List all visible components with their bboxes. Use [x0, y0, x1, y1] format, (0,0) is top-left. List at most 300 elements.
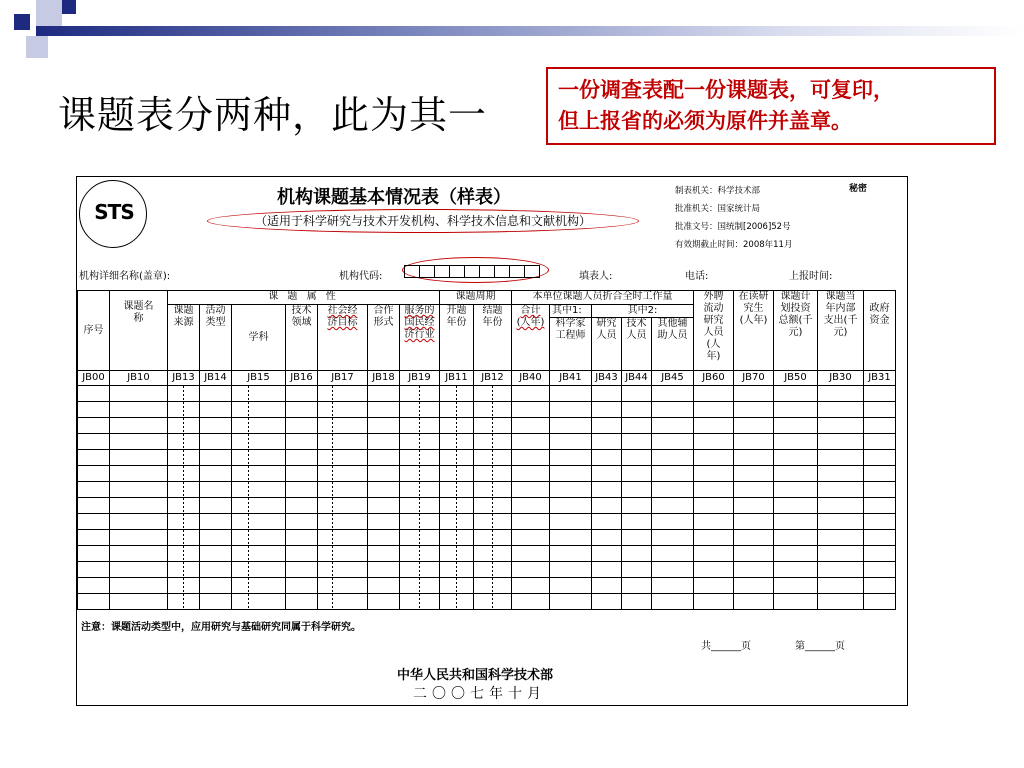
- table-cell[interactable]: [286, 562, 318, 578]
- table-cell[interactable]: [110, 482, 168, 498]
- table-cell[interactable]: [318, 450, 368, 466]
- table-cell[interactable]: [232, 530, 286, 546]
- table-cell[interactable]: [440, 546, 474, 562]
- table-cell[interactable]: [622, 418, 652, 434]
- table-cell[interactable]: [232, 546, 286, 562]
- table-cell[interactable]: [734, 482, 774, 498]
- table-cell[interactable]: [818, 546, 864, 562]
- table-cell[interactable]: [734, 466, 774, 482]
- table-cell[interactable]: [652, 418, 694, 434]
- table-cell[interactable]: [368, 594, 400, 610]
- table-cell[interactable]: [550, 514, 592, 530]
- table-cell[interactable]: [232, 402, 286, 418]
- table-cell[interactable]: [550, 530, 592, 546]
- table-cell[interactable]: [474, 434, 512, 450]
- table-cell[interactable]: [168, 498, 200, 514]
- table-cell[interactable]: [864, 402, 896, 418]
- table-cell[interactable]: [622, 514, 652, 530]
- table-cell[interactable]: [774, 450, 818, 466]
- table-cell[interactable]: [774, 514, 818, 530]
- table-cell[interactable]: [694, 466, 734, 482]
- table-cell[interactable]: [440, 466, 474, 482]
- table-cell[interactable]: [512, 450, 550, 466]
- table-cell[interactable]: [318, 546, 368, 562]
- table-cell[interactable]: [286, 434, 318, 450]
- table-cell[interactable]: [592, 450, 622, 466]
- table-cell[interactable]: [652, 466, 694, 482]
- table-cell[interactable]: [440, 418, 474, 434]
- table-cell[interactable]: [592, 594, 622, 610]
- table-cell[interactable]: [368, 546, 400, 562]
- table-cell[interactable]: [550, 386, 592, 402]
- table-cell[interactable]: [734, 498, 774, 514]
- table-cell[interactable]: [286, 466, 318, 482]
- table-cell[interactable]: [622, 466, 652, 482]
- table-cell[interactable]: [592, 434, 622, 450]
- table-cell[interactable]: [864, 498, 896, 514]
- table-cell[interactable]: [694, 546, 734, 562]
- table-cell[interactable]: [512, 482, 550, 498]
- table-cell[interactable]: [774, 482, 818, 498]
- table-cell[interactable]: [550, 562, 592, 578]
- table-cell[interactable]: [474, 402, 512, 418]
- table-cell[interactable]: [512, 498, 550, 514]
- table-cell[interactable]: [318, 386, 368, 402]
- table-cell[interactable]: [232, 418, 286, 434]
- table-cell[interactable]: [78, 594, 110, 610]
- table-cell[interactable]: [774, 418, 818, 434]
- table-cell[interactable]: [110, 498, 168, 514]
- table-cell[interactable]: [734, 418, 774, 434]
- table-cell[interactable]: [400, 578, 440, 594]
- table-cell[interactable]: [368, 562, 400, 578]
- table-cell[interactable]: [200, 498, 232, 514]
- table-cell[interactable]: [318, 498, 368, 514]
- table-cell[interactable]: [818, 482, 864, 498]
- table-cell[interactable]: [168, 562, 200, 578]
- table-cell[interactable]: [474, 514, 512, 530]
- table-cell[interactable]: [512, 434, 550, 450]
- table-cell[interactable]: [864, 386, 896, 402]
- table-cell[interactable]: [78, 434, 110, 450]
- table-cell[interactable]: [200, 418, 232, 434]
- table-cell[interactable]: [694, 530, 734, 546]
- table-cell[interactable]: [652, 546, 694, 562]
- table-cell[interactable]: [774, 562, 818, 578]
- table-cell[interactable]: [512, 578, 550, 594]
- table-cell[interactable]: [200, 450, 232, 466]
- table-cell[interactable]: [318, 594, 368, 610]
- table-cell[interactable]: [286, 498, 318, 514]
- table-cell[interactable]: [734, 514, 774, 530]
- table-cell[interactable]: [318, 530, 368, 546]
- table-cell[interactable]: [110, 386, 168, 402]
- table-cell[interactable]: [550, 466, 592, 482]
- table-cell[interactable]: [232, 434, 286, 450]
- table-cell[interactable]: [78, 482, 110, 498]
- table-cell[interactable]: [400, 530, 440, 546]
- table-cell[interactable]: [368, 482, 400, 498]
- table-cell[interactable]: [78, 514, 110, 530]
- table-cell[interactable]: [734, 386, 774, 402]
- table-cell[interactable]: [168, 434, 200, 450]
- table-cell[interactable]: [818, 418, 864, 434]
- table-cell[interactable]: [200, 546, 232, 562]
- table-cell[interactable]: [440, 402, 474, 418]
- table-cell[interactable]: [168, 386, 200, 402]
- table-cell[interactable]: [592, 498, 622, 514]
- table-cell[interactable]: [368, 450, 400, 466]
- table-cell[interactable]: [694, 434, 734, 450]
- table-cell[interactable]: [286, 386, 318, 402]
- table-cell[interactable]: [512, 466, 550, 482]
- table-cell[interactable]: [440, 498, 474, 514]
- table-cell[interactable]: [440, 594, 474, 610]
- table-cell[interactable]: [200, 562, 232, 578]
- table-cell[interactable]: [232, 466, 286, 482]
- table-cell[interactable]: [774, 578, 818, 594]
- table-cell[interactable]: [512, 562, 550, 578]
- table-cell[interactable]: [622, 386, 652, 402]
- table-cell[interactable]: [78, 402, 110, 418]
- table-cell[interactable]: [368, 418, 400, 434]
- table-cell[interactable]: [864, 482, 896, 498]
- table-cell[interactable]: [168, 530, 200, 546]
- table-cell[interactable]: [168, 402, 200, 418]
- table-cell[interactable]: [110, 402, 168, 418]
- table-cell[interactable]: [818, 466, 864, 482]
- table-cell[interactable]: [368, 402, 400, 418]
- table-cell[interactable]: [864, 530, 896, 546]
- table-cell[interactable]: [286, 482, 318, 498]
- header-total: 合计(人年): [512, 305, 550, 371]
- table-cell[interactable]: [474, 450, 512, 466]
- table-cell[interactable]: [168, 466, 200, 482]
- table-cell[interactable]: [694, 418, 734, 434]
- table-cell[interactable]: [818, 530, 864, 546]
- table-cell[interactable]: [622, 402, 652, 418]
- table-cell[interactable]: [512, 386, 550, 402]
- table-cell[interactable]: [474, 418, 512, 434]
- table-cell[interactable]: [592, 514, 622, 530]
- table-cell[interactable]: [400, 418, 440, 434]
- table-cell[interactable]: [734, 546, 774, 562]
- table-cell[interactable]: [78, 530, 110, 546]
- table-cell[interactable]: [864, 466, 896, 482]
- table-cell[interactable]: [440, 578, 474, 594]
- table-cell[interactable]: [110, 418, 168, 434]
- table-cell[interactable]: [694, 450, 734, 466]
- table-cell[interactable]: [818, 594, 864, 610]
- table-cell[interactable]: [694, 482, 734, 498]
- table-cell[interactable]: [318, 562, 368, 578]
- table-cell[interactable]: [200, 466, 232, 482]
- table-cell[interactable]: [864, 546, 896, 562]
- table-cell[interactable]: [110, 466, 168, 482]
- table-cell[interactable]: [592, 562, 622, 578]
- table-cell[interactable]: [622, 498, 652, 514]
- table-cell[interactable]: [512, 530, 550, 546]
- table-cell[interactable]: [368, 434, 400, 450]
- table-cell[interactable]: [734, 434, 774, 450]
- table-cell[interactable]: [318, 482, 368, 498]
- table-cell[interactable]: [694, 402, 734, 418]
- table-cell[interactable]: [78, 386, 110, 402]
- table-cell[interactable]: [286, 450, 318, 466]
- table-cell[interactable]: [622, 530, 652, 546]
- table-cell[interactable]: [400, 402, 440, 418]
- table-cell[interactable]: [168, 594, 200, 610]
- table-cell[interactable]: [734, 578, 774, 594]
- table-cell[interactable]: [550, 402, 592, 418]
- table-cell[interactable]: [734, 530, 774, 546]
- table-cell[interactable]: [652, 386, 694, 402]
- table-cell[interactable]: [474, 482, 512, 498]
- table-cell[interactable]: [368, 386, 400, 402]
- table-cell[interactable]: [168, 482, 200, 498]
- table-cell[interactable]: [694, 514, 734, 530]
- table-cell[interactable]: [864, 578, 896, 594]
- table-cell[interactable]: [550, 578, 592, 594]
- table-cell[interactable]: [652, 594, 694, 610]
- table-cell[interactable]: [512, 514, 550, 530]
- table-cell[interactable]: [368, 578, 400, 594]
- table-cell[interactable]: [694, 578, 734, 594]
- table-cell[interactable]: [864, 434, 896, 450]
- table-cell[interactable]: [652, 434, 694, 450]
- table-cell[interactable]: [232, 562, 286, 578]
- table-cell[interactable]: [110, 530, 168, 546]
- header-socio-target: 社会经济目标: [318, 305, 368, 371]
- table-cell[interactable]: [864, 562, 896, 578]
- table-cell[interactable]: [200, 578, 232, 594]
- table-cell[interactable]: [694, 498, 734, 514]
- table-cell[interactable]: [622, 562, 652, 578]
- table-cell[interactable]: [622, 578, 652, 594]
- table-cell[interactable]: [734, 450, 774, 466]
- table-cell[interactable]: [232, 594, 286, 610]
- table-cell[interactable]: [592, 402, 622, 418]
- table-cell[interactable]: [368, 466, 400, 482]
- table-cell[interactable]: [592, 466, 622, 482]
- table-cell[interactable]: [512, 418, 550, 434]
- table-cell[interactable]: [592, 386, 622, 402]
- table-cell[interactable]: [318, 578, 368, 594]
- table-cell[interactable]: [368, 514, 400, 530]
- table-cell[interactable]: [440, 434, 474, 450]
- table-cell[interactable]: [550, 482, 592, 498]
- table-cell[interactable]: [818, 386, 864, 402]
- table-cell[interactable]: [652, 530, 694, 546]
- table-cell[interactable]: [200, 530, 232, 546]
- table-cell[interactable]: [400, 562, 440, 578]
- table-cell[interactable]: [286, 514, 318, 530]
- table-cell[interactable]: [550, 546, 592, 562]
- table-cell[interactable]: [774, 498, 818, 514]
- table-cell[interactable]: [592, 578, 622, 594]
- table-cell[interactable]: [400, 514, 440, 530]
- table-cell[interactable]: [110, 578, 168, 594]
- table-cell[interactable]: [652, 482, 694, 498]
- table-cell[interactable]: [110, 546, 168, 562]
- table-cell[interactable]: [400, 466, 440, 482]
- table-cell[interactable]: [400, 594, 440, 610]
- table-cell[interactable]: [286, 418, 318, 434]
- table-cell[interactable]: [774, 402, 818, 418]
- table-cell[interactable]: [200, 594, 232, 610]
- table-cell[interactable]: [652, 402, 694, 418]
- table-cell[interactable]: [232, 578, 286, 594]
- table-cell[interactable]: [318, 418, 368, 434]
- table-cell[interactable]: [78, 562, 110, 578]
- header-activity: 活动类型: [200, 305, 232, 371]
- table-cell[interactable]: [652, 578, 694, 594]
- table-cell[interactable]: [864, 514, 896, 530]
- table-cell[interactable]: [110, 450, 168, 466]
- table-cell[interactable]: [864, 450, 896, 466]
- table-cell[interactable]: [694, 562, 734, 578]
- table-cell[interactable]: [474, 578, 512, 594]
- table-cell[interactable]: [864, 594, 896, 610]
- table-cell[interactable]: [286, 402, 318, 418]
- table-cell[interactable]: [318, 402, 368, 418]
- table-cell[interactable]: [652, 450, 694, 466]
- table-cell[interactable]: [818, 514, 864, 530]
- table-cell[interactable]: [694, 386, 734, 402]
- table-cell[interactable]: [474, 562, 512, 578]
- table-cell[interactable]: [774, 530, 818, 546]
- table-cell[interactable]: [474, 498, 512, 514]
- table-cell[interactable]: [734, 562, 774, 578]
- table-cell[interactable]: [78, 546, 110, 562]
- table-cell[interactable]: [592, 530, 622, 546]
- table-cell[interactable]: [622, 434, 652, 450]
- table-cell[interactable]: [864, 418, 896, 434]
- table-cell[interactable]: [400, 450, 440, 466]
- table-cell[interactable]: [440, 514, 474, 530]
- table-cell[interactable]: [818, 450, 864, 466]
- table-cell[interactable]: [622, 482, 652, 498]
- table-cell[interactable]: [200, 386, 232, 402]
- table-cell[interactable]: [818, 578, 864, 594]
- table-cell[interactable]: [286, 578, 318, 594]
- table-cell[interactable]: [474, 466, 512, 482]
- table-cell[interactable]: [400, 434, 440, 450]
- table-cell[interactable]: [286, 594, 318, 610]
- table-cell[interactable]: [232, 482, 286, 498]
- table-cell[interactable]: [550, 594, 592, 610]
- table-cell[interactable]: [368, 530, 400, 546]
- table-cell[interactable]: [734, 594, 774, 610]
- table-cell[interactable]: [550, 418, 592, 434]
- table-cell[interactable]: [440, 530, 474, 546]
- table-cell[interactable]: [232, 514, 286, 530]
- table-cell[interactable]: [318, 434, 368, 450]
- table-cell[interactable]: [592, 482, 622, 498]
- table-cell[interactable]: [110, 562, 168, 578]
- table-cell[interactable]: [474, 530, 512, 546]
- table-cell[interactable]: [400, 498, 440, 514]
- table-cell[interactable]: [622, 546, 652, 562]
- table-cell[interactable]: [78, 578, 110, 594]
- table-cell[interactable]: [400, 386, 440, 402]
- table-cell[interactable]: [734, 402, 774, 418]
- table-cell[interactable]: [592, 418, 622, 434]
- table-cell[interactable]: [168, 450, 200, 466]
- table-cell[interactable]: [286, 530, 318, 546]
- table-cell[interactable]: [818, 402, 864, 418]
- table-cell[interactable]: [78, 418, 110, 434]
- table-cell[interactable]: [200, 434, 232, 450]
- table-cell[interactable]: [200, 402, 232, 418]
- table-cell[interactable]: [168, 578, 200, 594]
- table-cell[interactable]: [168, 546, 200, 562]
- table-cell[interactable]: [592, 546, 622, 562]
- table-cell[interactable]: [78, 498, 110, 514]
- table-cell[interactable]: [652, 562, 694, 578]
- table-cell[interactable]: [440, 450, 474, 466]
- table-cell[interactable]: [652, 498, 694, 514]
- table-cell[interactable]: [652, 514, 694, 530]
- table-cell[interactable]: [774, 594, 818, 610]
- table-cell[interactable]: [110, 434, 168, 450]
- table-cell[interactable]: [110, 594, 168, 610]
- table-cell[interactable]: [550, 498, 592, 514]
- table-cell[interactable]: [474, 386, 512, 402]
- table-cell[interactable]: [440, 386, 474, 402]
- table-cell[interactable]: [474, 594, 512, 610]
- table-cell[interactable]: [232, 498, 286, 514]
- table-cell[interactable]: [818, 434, 864, 450]
- table-cell[interactable]: [622, 594, 652, 610]
- table-cell[interactable]: [286, 546, 318, 562]
- table-cell[interactable]: [232, 450, 286, 466]
- table-cell[interactable]: [474, 546, 512, 562]
- table-cell[interactable]: [200, 514, 232, 530]
- header-annual-spend: 课题当年内部支出(千元): [818, 291, 864, 371]
- table-cell[interactable]: [440, 562, 474, 578]
- table-cell[interactable]: [550, 434, 592, 450]
- form-note: 注意：课题活动类型中，应用研究与基础研究同属于科学研究。: [81, 622, 361, 633]
- column-code: JB13: [168, 371, 200, 386]
- table-cell[interactable]: [818, 562, 864, 578]
- table-cell[interactable]: [440, 482, 474, 498]
- table-cell[interactable]: [318, 514, 368, 530]
- table-cell[interactable]: [818, 498, 864, 514]
- table-cell[interactable]: [774, 546, 818, 562]
- table-cell[interactable]: [168, 514, 200, 530]
- table-cell[interactable]: [232, 386, 286, 402]
- table-cell[interactable]: [774, 434, 818, 450]
- table-cell[interactable]: [200, 482, 232, 498]
- table-cell[interactable]: [368, 498, 400, 514]
- table-cell[interactable]: [110, 514, 168, 530]
- table-cell[interactable]: [400, 546, 440, 562]
- table-cell[interactable]: [512, 594, 550, 610]
- table-cell[interactable]: [774, 386, 818, 402]
- table-cell[interactable]: [400, 482, 440, 498]
- table-cell[interactable]: [318, 466, 368, 482]
- table-cell[interactable]: [774, 466, 818, 482]
- table-cell[interactable]: [78, 450, 110, 466]
- table-cell[interactable]: [78, 466, 110, 482]
- table-cell[interactable]: [512, 546, 550, 562]
- table-cell[interactable]: [694, 594, 734, 610]
- table-cell[interactable]: [622, 450, 652, 466]
- table-cell[interactable]: [168, 418, 200, 434]
- table-cell[interactable]: [550, 450, 592, 466]
- table-cell[interactable]: [512, 402, 550, 418]
